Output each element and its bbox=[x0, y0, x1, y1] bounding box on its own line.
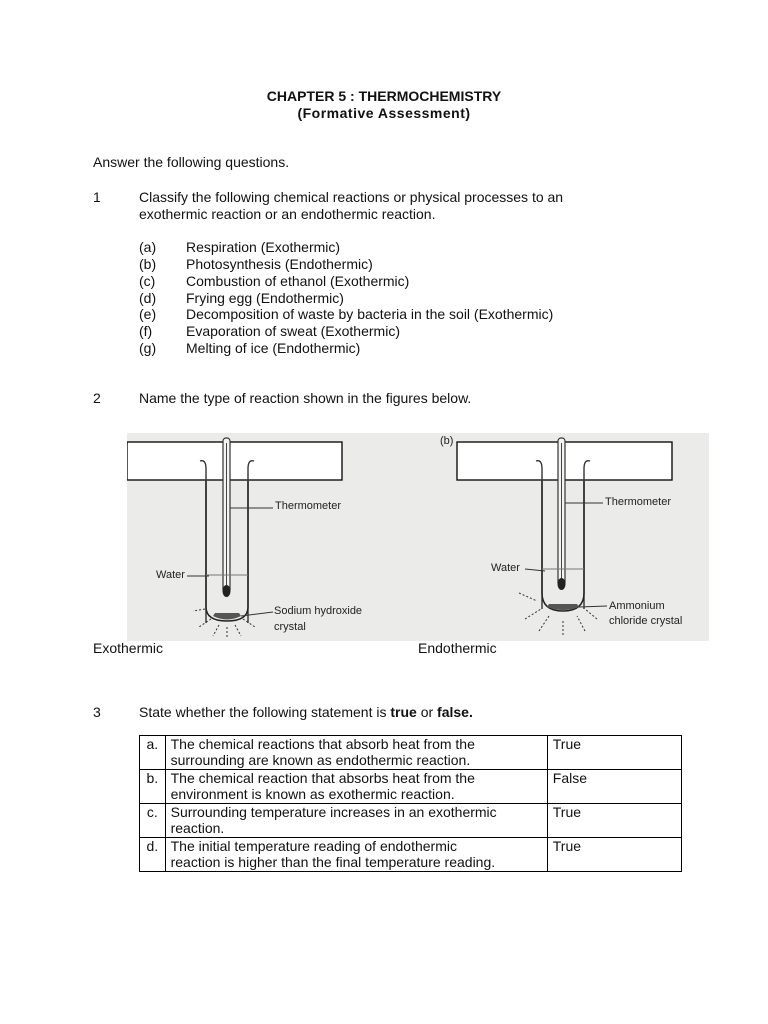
thermometer-label: Thermometer bbox=[275, 500, 342, 512]
row-index: d. bbox=[140, 838, 166, 872]
row-answer: True bbox=[547, 838, 681, 872]
table-row bbox=[140, 770, 682, 804]
q1-item-text: Evaporation of sweat (Exothermic) bbox=[186, 323, 400, 339]
reaction-figure bbox=[127, 433, 709, 641]
q3-text bbox=[139, 704, 473, 721]
row-answer: True bbox=[547, 804, 681, 838]
q1-item-text: Frying egg (Endothermic) bbox=[186, 290, 344, 306]
q1-item-label: (b) bbox=[139, 256, 157, 272]
q1-item-text: Photosynthesis (Endothermic) bbox=[186, 256, 373, 272]
q1-item-label: (d) bbox=[139, 290, 157, 306]
q3-word-or: or bbox=[416, 704, 438, 720]
crystal-label-line1: Ammonium bbox=[609, 600, 665, 612]
answer-left: Exothermic bbox=[93, 640, 164, 656]
q1-item-label: (a) bbox=[139, 239, 157, 255]
crystal-label-line2: chloride crystal bbox=[609, 615, 683, 627]
page-subtitle: (Formative Assessment) bbox=[297, 105, 471, 121]
answer-right: Endothermic bbox=[418, 640, 497, 656]
true-false-table bbox=[139, 735, 682, 872]
q3-text-prefix: State whether the following statement is bbox=[139, 704, 391, 720]
water-label: Water bbox=[491, 562, 520, 574]
q1-item-label: (e) bbox=[139, 306, 157, 322]
row-answer: False bbox=[547, 770, 681, 804]
statement-line1: The chemical reaction that absorbs heat from the bbox=[170, 770, 475, 786]
q1-text-line2: exothermic reaction or an endothermic reaction. bbox=[139, 206, 436, 222]
instructions: Answer the following questions. bbox=[93, 154, 290, 170]
row-statement bbox=[165, 804, 547, 838]
statement-line1: The initial temperature reading of endothermic bbox=[170, 838, 457, 854]
answer-box-left bbox=[127, 442, 342, 480]
q1-item-label: (c) bbox=[139, 273, 156, 289]
q1-item-label: (f) bbox=[139, 323, 153, 339]
row-statement bbox=[165, 838, 547, 872]
row-statement bbox=[165, 736, 547, 770]
q1-item-text: Respiration (Exothermic) bbox=[186, 239, 341, 255]
q3-number: 3 bbox=[93, 704, 101, 720]
row-index: b. bbox=[140, 770, 166, 804]
statement-line2: surrounding are known as endothermic reaction. bbox=[170, 752, 471, 768]
statement-line2: reaction is higher than the final temperature reading. bbox=[170, 854, 496, 870]
q1-item-text: Decomposition of waste by bacteria in the soil (Exothermic) bbox=[186, 306, 554, 322]
row-index: a. bbox=[140, 736, 166, 770]
thermometer-label: Thermometer bbox=[605, 496, 672, 508]
statement-line2: environment is known as exothermic reaction. bbox=[170, 786, 455, 802]
q1-item-text: Melting of ice (Endothermic) bbox=[186, 340, 361, 356]
crystal-label-line2: crystal bbox=[274, 621, 306, 633]
figure-tag-b: (b) bbox=[440, 435, 454, 447]
row-index: c. bbox=[140, 804, 166, 838]
q2-number: 2 bbox=[93, 390, 101, 406]
statement-line1: Surrounding temperature increases in an exothermic bbox=[170, 804, 497, 820]
crystal-label-line1: Sodium hydroxide bbox=[274, 605, 363, 617]
row-statement bbox=[165, 770, 547, 804]
page-title: CHAPTER 5 : THERMOCHEMISTRY bbox=[266, 88, 502, 104]
table-row bbox=[140, 736, 682, 770]
table-row bbox=[140, 838, 682, 872]
water-label: Water bbox=[156, 569, 185, 581]
q1-number: 1 bbox=[93, 189, 101, 205]
q2-text: Name the type of reaction shown in the figures below. bbox=[139, 390, 472, 406]
q1-item-text: Combustion of ethanol (Exothermic) bbox=[186, 273, 410, 289]
q1-text-line1: Classify the following chemical reactions or physical processes to an bbox=[139, 189, 564, 205]
statement-line1: The chemical reactions that absorb heat from the bbox=[170, 736, 475, 752]
q3-word-true: true bbox=[390, 704, 417, 720]
table-row bbox=[140, 804, 682, 838]
row-answer: True bbox=[547, 736, 681, 770]
statement-line2: reaction. bbox=[170, 820, 225, 836]
q1-item-label: (g) bbox=[139, 340, 157, 356]
q3-word-false: false. bbox=[437, 704, 473, 720]
